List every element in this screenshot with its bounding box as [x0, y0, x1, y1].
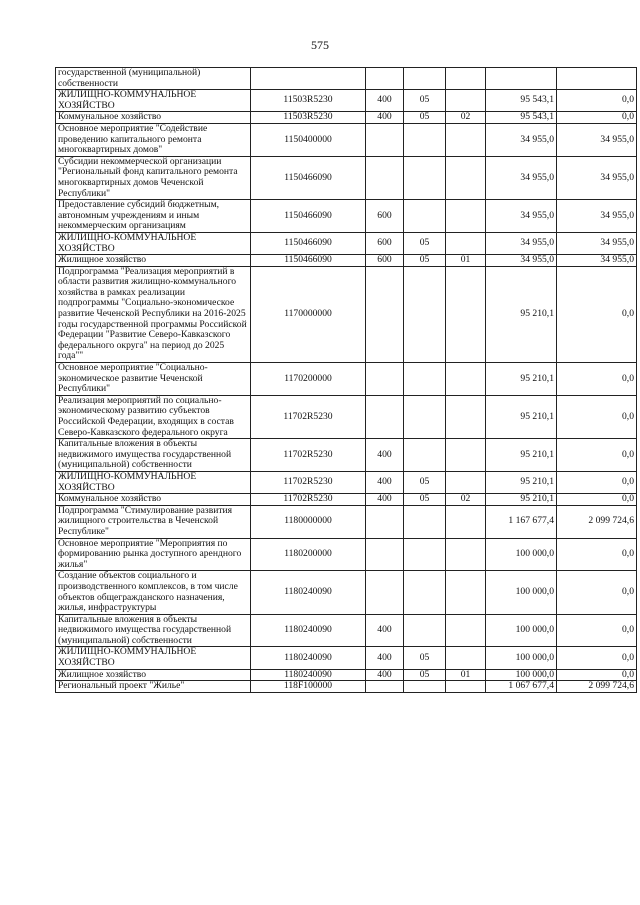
budget-table-body [56, 68, 637, 693]
table-row [56, 266, 637, 362]
row-rz-cell: 05 [404, 494, 446, 506]
row-name-cell: Капитальные вложения в объекты недвижимого имущества государственной (муниципальной) собственности [56, 439, 251, 472]
row-sum1-cell: 95 543,1 [486, 90, 557, 112]
row-sum1-cell: 95 210,1 [486, 266, 557, 362]
row-rz-cell [404, 395, 446, 438]
row-sum2-cell: 0,0 [557, 571, 637, 614]
row-code-cell: 1180000000 [251, 505, 366, 538]
row-name-cell: Подпрограмма "Стимулирование развития жилищного строительства в Чеченской Республике" [56, 505, 251, 538]
table-row [56, 200, 637, 233]
row-name-cell: Подпрограмма "Реализация мероприятий в области развития жилищно-коммунального хозяйства в рамках реализации подпрограммы "Социально-экономическое развитие Чеченской Республики на 2016-2025 годы государственной программы Российской Федерации "Развитие Северо-Кавказского федерального округа" на период до 2025 года"" [56, 266, 251, 362]
row-sum2-cell: 0,0 [557, 471, 637, 493]
row-pr-cell [446, 266, 486, 362]
row-name-cell: государственной (муниципальной) собственности [56, 68, 251, 90]
row-name-cell: Жилищное хозяйство [56, 255, 251, 267]
row-name-cell: ЖИЛИЩНО-КОММУНАЛЬНОЕ ХОЗЯЙСТВО [56, 647, 251, 669]
row-code-cell: 1180240090 [251, 614, 366, 647]
row-rz-cell [404, 200, 446, 233]
row-code-cell: 118F100000 [251, 681, 366, 693]
row-rz-cell [404, 681, 446, 693]
row-pr-cell [446, 439, 486, 472]
row-sum2-cell: 34 955,0 [557, 200, 637, 233]
row-sum2-cell [557, 68, 637, 90]
row-sum1-cell: 100 000,0 [486, 538, 557, 571]
row-vr-cell: 400 [366, 112, 404, 124]
row-sum2-cell: 0,0 [557, 614, 637, 647]
row-name-cell: Субсидии некоммерческой организации "Региональный фонд капитального ремонта многоквартирных домов Чеченской Республики" [56, 156, 251, 199]
row-code-cell: 1150466090 [251, 200, 366, 233]
row-sum1-cell: 34 955,0 [486, 156, 557, 199]
row-vr-cell: 400 [366, 494, 404, 506]
table-row [56, 505, 637, 538]
row-vr-cell [366, 123, 404, 156]
row-sum1-cell: 100 000,0 [486, 571, 557, 614]
row-rz-cell [404, 571, 446, 614]
table-row [56, 232, 637, 254]
row-name-cell: ЖИЛИЩНО-КОММУНАЛЬНОЕ ХОЗЯЙСТВО [56, 232, 251, 254]
row-rz-cell [404, 363, 446, 396]
row-sum1-cell: 34 955,0 [486, 255, 557, 267]
row-vr-cell: 400 [366, 669, 404, 681]
row-pr-cell: 01 [446, 255, 486, 267]
row-sum1-cell: 95 210,1 [486, 471, 557, 493]
table-row [56, 363, 637, 396]
table-row [56, 439, 637, 472]
row-sum2-cell: 0,0 [557, 112, 637, 124]
row-vr-cell: 400 [366, 647, 404, 669]
row-pr-cell [446, 614, 486, 647]
row-code-cell: 1150466090 [251, 156, 366, 199]
row-sum2-cell: 0,0 [557, 266, 637, 362]
row-sum1-cell: 1 167 677,4 [486, 505, 557, 538]
row-sum1-cell: 95 210,1 [486, 439, 557, 472]
row-rz-cell: 05 [404, 471, 446, 493]
row-vr-cell [366, 363, 404, 396]
row-sum2-cell: 0,0 [557, 669, 637, 681]
row-vr-cell [366, 505, 404, 538]
row-name-cell: Основное мероприятие "Содействие проведению капитального ремонта многоквартирных домов" [56, 123, 251, 156]
row-code-cell: 1150466090 [251, 232, 366, 254]
row-sum2-cell: 0,0 [557, 395, 637, 438]
table-row [56, 494, 637, 506]
row-sum1-cell [486, 68, 557, 90]
row-rz-cell: 05 [404, 255, 446, 267]
row-pr-cell [446, 505, 486, 538]
row-code-cell: 1170000000 [251, 266, 366, 362]
row-sum2-cell: 34 955,0 [557, 232, 637, 254]
row-sum2-cell: 0,0 [557, 494, 637, 506]
row-sum1-cell: 1 067 677,4 [486, 681, 557, 693]
row-pr-cell [446, 571, 486, 614]
page-number: 575 [311, 38, 329, 52]
row-code-cell: 11702R5230 [251, 439, 366, 472]
row-rz-cell: 05 [404, 647, 446, 669]
row-rz-cell [404, 505, 446, 538]
row-pr-cell [446, 232, 486, 254]
row-sum1-cell: 95 210,1 [486, 494, 557, 506]
row-rz-cell [404, 68, 446, 90]
row-vr-cell: 400 [366, 90, 404, 112]
row-code-cell: 1170200000 [251, 363, 366, 396]
row-rz-cell [404, 123, 446, 156]
table-row [56, 90, 637, 112]
row-pr-cell [446, 363, 486, 396]
row-rz-cell: 05 [404, 232, 446, 254]
row-sum2-cell: 34 955,0 [557, 255, 637, 267]
table-row [56, 647, 637, 669]
row-sum1-cell: 95 210,1 [486, 363, 557, 396]
table-row [56, 156, 637, 199]
row-name-cell: Капитальные вложения в объекты недвижимого имущества государственной (муниципальной) собственности [56, 614, 251, 647]
row-pr-cell: 02 [446, 494, 486, 506]
row-vr-cell [366, 156, 404, 199]
row-code-cell: 11702R5230 [251, 395, 366, 438]
row-vr-cell: 600 [366, 255, 404, 267]
row-code-cell: 1180240090 [251, 647, 366, 669]
row-name-cell: Основное мероприятие "Мероприятия по формированию рынка доступного арендного жилья" [56, 538, 251, 571]
row-pr-cell [446, 68, 486, 90]
row-name-cell: Основное мероприятие "Социально-экономическое развитие Чеченской Республики" [56, 363, 251, 396]
row-name-cell: ЖИЛИЩНО-КОММУНАЛЬНОЕ ХОЗЯЙСТВО [56, 471, 251, 493]
row-pr-cell [446, 471, 486, 493]
table-row [56, 681, 637, 693]
row-vr-cell [366, 571, 404, 614]
row-pr-cell [446, 90, 486, 112]
row-vr-cell [366, 68, 404, 90]
row-name-cell: Коммунальное хозяйство [56, 112, 251, 124]
row-sum2-cell: 2 099 724,6 [557, 681, 637, 693]
row-name-cell: Жилищное хозяйство [56, 669, 251, 681]
row-rz-cell [404, 156, 446, 199]
row-sum2-cell: 2 099 724,6 [557, 505, 637, 538]
row-sum2-cell: 0,0 [557, 538, 637, 571]
row-vr-cell: 400 [366, 614, 404, 647]
row-name-cell: Коммунальное хозяйство [56, 494, 251, 506]
table-row [56, 471, 637, 493]
table-row [56, 395, 637, 438]
row-code-cell: 11503R5230 [251, 90, 366, 112]
table-row [56, 68, 637, 90]
row-vr-cell: 400 [366, 439, 404, 472]
row-vr-cell: 400 [366, 471, 404, 493]
row-pr-cell [446, 538, 486, 571]
table-row [56, 571, 637, 614]
row-sum2-cell: 0,0 [557, 363, 637, 396]
row-sum1-cell: 34 955,0 [486, 232, 557, 254]
table-row [56, 614, 637, 647]
table-row [56, 669, 637, 681]
row-pr-cell [446, 200, 486, 233]
row-sum1-cell: 100 000,0 [486, 669, 557, 681]
table-row [56, 112, 637, 124]
row-vr-cell [366, 395, 404, 438]
row-code-cell: 11702R5230 [251, 471, 366, 493]
row-sum1-cell: 100 000,0 [486, 647, 557, 669]
row-sum1-cell: 100 000,0 [486, 614, 557, 647]
row-sum1-cell: 95 543,1 [486, 112, 557, 124]
row-sum1-cell: 34 955,0 [486, 200, 557, 233]
budget-table [55, 67, 637, 693]
row-rz-cell [404, 266, 446, 362]
row-rz-cell [404, 439, 446, 472]
row-sum2-cell: 34 955,0 [557, 156, 637, 199]
row-rz-cell: 05 [404, 669, 446, 681]
row-code-cell: 1180200000 [251, 538, 366, 571]
row-pr-cell [446, 123, 486, 156]
row-name-cell: Создание объектов социального и производственного комплексов, в том числе объектов общегражданского назначения, жилья, инфраструктуры [56, 571, 251, 614]
row-sum1-cell: 34 955,0 [486, 123, 557, 156]
row-rz-cell: 05 [404, 90, 446, 112]
row-code-cell: 1180240090 [251, 669, 366, 681]
row-vr-cell: 600 [366, 200, 404, 233]
row-sum1-cell: 95 210,1 [486, 395, 557, 438]
row-vr-cell [366, 538, 404, 571]
row-code-cell: 1180240090 [251, 571, 366, 614]
row-pr-cell [446, 156, 486, 199]
row-sum2-cell: 34 955,0 [557, 123, 637, 156]
row-pr-cell: 02 [446, 112, 486, 124]
row-rz-cell: 05 [404, 112, 446, 124]
row-sum2-cell: 0,0 [557, 90, 637, 112]
row-name-cell: Реализация мероприятий по социально-экономическому развитию субъектов Российской Федерации, входящих в состав Северо-Кавказского федерального округа [56, 395, 251, 438]
row-code-cell [251, 68, 366, 90]
row-vr-cell [366, 681, 404, 693]
row-pr-cell [446, 681, 486, 693]
row-pr-cell: 01 [446, 669, 486, 681]
table-row [56, 255, 637, 267]
row-code-cell: 11702R5230 [251, 494, 366, 506]
row-sum2-cell: 0,0 [557, 647, 637, 669]
row-code-cell: 1150400000 [251, 123, 366, 156]
row-vr-cell [366, 266, 404, 362]
row-rz-cell [404, 538, 446, 571]
row-name-cell: ЖИЛИЩНО-КОММУНАЛЬНОЕ ХОЗЯЙСТВО [56, 90, 251, 112]
row-sum2-cell: 0,0 [557, 439, 637, 472]
table-row [56, 123, 637, 156]
row-name-cell: Предоставление субсидий бюджетным, автономным учреждениям и иным некоммерческим организациям [56, 200, 251, 233]
row-pr-cell [446, 395, 486, 438]
row-pr-cell [446, 647, 486, 669]
row-rz-cell [404, 614, 446, 647]
table-row [56, 538, 637, 571]
row-code-cell: 11503R5230 [251, 112, 366, 124]
row-vr-cell: 600 [366, 232, 404, 254]
row-code-cell: 1150466090 [251, 255, 366, 267]
row-name-cell: Региональный проект "Жилье" [56, 681, 251, 693]
